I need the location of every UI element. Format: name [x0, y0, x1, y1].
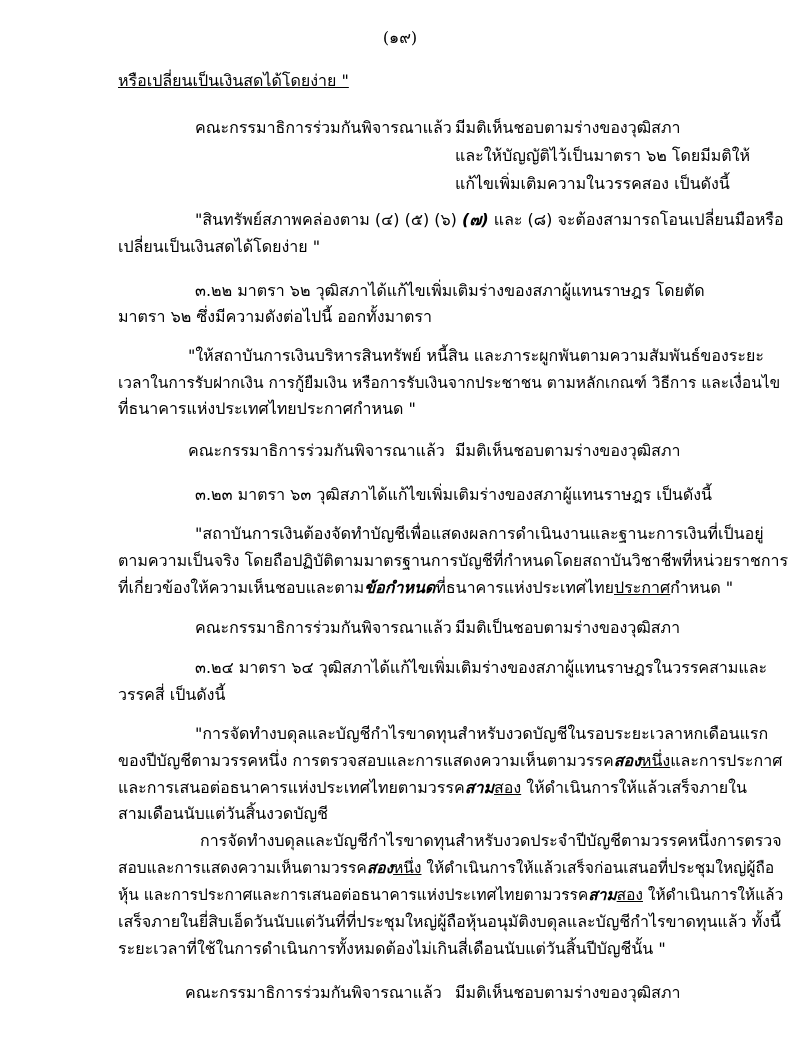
committee-resolution-label: คณะกรรมาธิการร่วมกันพิจารณาแล้ว — [195, 618, 452, 637]
text-line: "สถาบันการเงินต้องจัดทำบัญชีเพื่อแสดงผลการดำเนินงานและฐานะการเงินที่เป็นอยู่ — [195, 524, 764, 543]
committee-resolution-label: คณะกรรมาธิการร่วมกันพิจารณาแล้ว — [188, 441, 445, 460]
amended-text: (๗) — [462, 210, 489, 229]
page-number: (๑๙) — [382, 28, 418, 47]
text-line: ที่เกี่ยวข้องให้ความเห็นชอบและตามข้อกำหนดที่ธนาคารแห่งประเทศไทยประกาศกำหนด " — [118, 578, 734, 597]
deleted-text: สาม — [588, 886, 617, 904]
text-line: สอบและการแสดงความเห็นตามวรรคสองหนึ่ง ให้ดำเนินการให้แล้วเสร็จก่อนเสนอที่ประชุมใหญ่ผู้ถือ — [118, 859, 775, 877]
text-line: มาตรา ๖๒ ซึ่งมีความดังต่อไปนี้ ออกทั้งมาตรา — [118, 307, 433, 326]
text-line: "สินทรัพย์สภาพคล่องตาม (๔) (๕) (๖) (๗) และ (๘) จะต้องสามารถโอนเปลี่ยนมือหรือ — [195, 210, 784, 229]
deleted-text: สอง — [613, 751, 641, 770]
text-line: หุ้น และการประกาศและการเสนอต่อธนาคารแห่งประเทศไทยตามวรรคสามสอง ให้ดำเนินการให้แล้ว — [118, 886, 784, 904]
amended-text: ประกาศ — [613, 578, 671, 597]
text-line: แก้ไขเพิ่มเติมความในวรรคสอง เป็นดังนี้ — [455, 174, 730, 193]
committee-resolution-label: คณะกรรมาธิการร่วมกันพิจารณาแล้ว — [195, 118, 452, 137]
section-heading: ๓.๒๔ มาตรา ๖๔ วุฒิสภาได้แก้ไขเพิ่มเติมร่างของสภาผู้แทนราษฎรในวรรคสามและ — [195, 658, 768, 677]
amended-text: สอง — [616, 886, 643, 904]
amended-text: หนึ่ง — [640, 751, 671, 770]
text-line: และการเสนอต่อธนาคารแห่งประเทศไทยตามวรรคสามสอง ให้ดำเนินการให้แล้วเสร็จภายใน — [118, 778, 747, 797]
text-line: ของปีบัญชีตามวรรคหนึ่ง การตรวจสอบและการแสดงความเห็นตามวรรคสองหนึ่งและการประกาศ — [118, 751, 783, 770]
text-line: สามเดือนนับแต่วันสิ้นงวดบัญชี — [118, 804, 328, 823]
text-line: เวลาในการรับฝากเงิน การกู้ยืมเงิน หรือการรับเงินจากประชาชน ตามหลักเกณฑ์ วิธีการ และเงื่อนไข — [118, 374, 781, 392]
text-line: "การจัดทำงบดุลและบัญชีกำไรขาดทุนสำหรับงวดบัญชีในรอบระยะเวลาหกเดือนแรก — [195, 724, 769, 743]
deleted-text: สอง — [366, 859, 394, 877]
committee-resolution: มีมติเห็นชอบตามร่างของวุฒิสภา — [455, 441, 681, 460]
committee-resolution: มีมติเป็นชอบตามร่างของวุฒิสภา — [455, 618, 681, 637]
committee-resolution: มีมติเห็นชอบตามร่างของวุฒิสภา — [455, 983, 681, 1002]
text-line: ที่ธนาคารแห่งประเทศไทยประกาศกำหนด " — [118, 399, 416, 418]
amended-text: หนึ่ง — [393, 859, 422, 877]
text-line: วรรคสี่ เป็นดังนี้ — [118, 685, 226, 704]
committee-resolution: มีมติเห็นชอบตามร่างของวุฒิสภา — [455, 118, 681, 137]
amended-text: สอง — [493, 778, 522, 797]
committee-resolution-label: คณะกรรมาธิการร่วมกันพิจารณาแล้ว — [185, 983, 442, 1002]
text-line: เปลี่ยนเป็นเงินสดได้โดยง่าย " — [118, 237, 321, 256]
amended-text: ข้อกำหนด — [364, 578, 436, 597]
deleted-text: สาม — [464, 778, 494, 797]
text-line: หรือเปลี่ยนเป็นเงินสดได้โดยง่าย " — [118, 71, 349, 90]
text-line: ตามความเป็นจริง โดยถือปฏิบัติตามมาตรฐานการบัญชีที่กำหนดโดยสถาบันวิชาชีพที่หน่วยราชการ — [118, 551, 789, 570]
section-heading: ๓.๒๓ มาตรา ๖๓ วุฒิสภาได้แก้ไขเพิ่มเติมร่างของสภาผู้แทนราษฎร เป็นดังนี้ — [195, 485, 712, 504]
text-line: เสร็จภายในยี่สิบเอ็ดวันนับแต่วันที่ที่ประชุมใหญ่ผู้ถือหุ้นอนุมัติงบดุลและบัญชีกำไรขาดทุนแล้ว ทั้งนี้ — [118, 912, 781, 931]
text-line: "ให้สถาบันการเงินบริหารสินทรัพย์ หนี้สิน และภาระผูกพันตามความสัมพันธ์ของระยะ — [188, 346, 764, 365]
text-line: การจัดทำงบดุลและบัญชีกำไรขาดทุนสำหรับงวดประจำปีบัญชีตามวรรคหนึ่งการตรวจ — [200, 831, 782, 850]
text-line: ระยะเวลาที่ใช้ในการดำเนินการทั้งหมดต้องไม่เกินสี่เดือนนับแต่วันสิ้นปีบัญชีนั้น " — [118, 939, 666, 958]
text-line: และให้บัญญัติไว้เป็นมาตรา ๖๒ โดยมีมติให้ — [455, 146, 751, 165]
section-heading: ๓.๒๒ มาตรา ๖๒ วุฒิสภาได้แก้ไขเพิ่มเติมร่างของสภาผู้แทนราษฎร โดยตัด — [195, 281, 705, 300]
